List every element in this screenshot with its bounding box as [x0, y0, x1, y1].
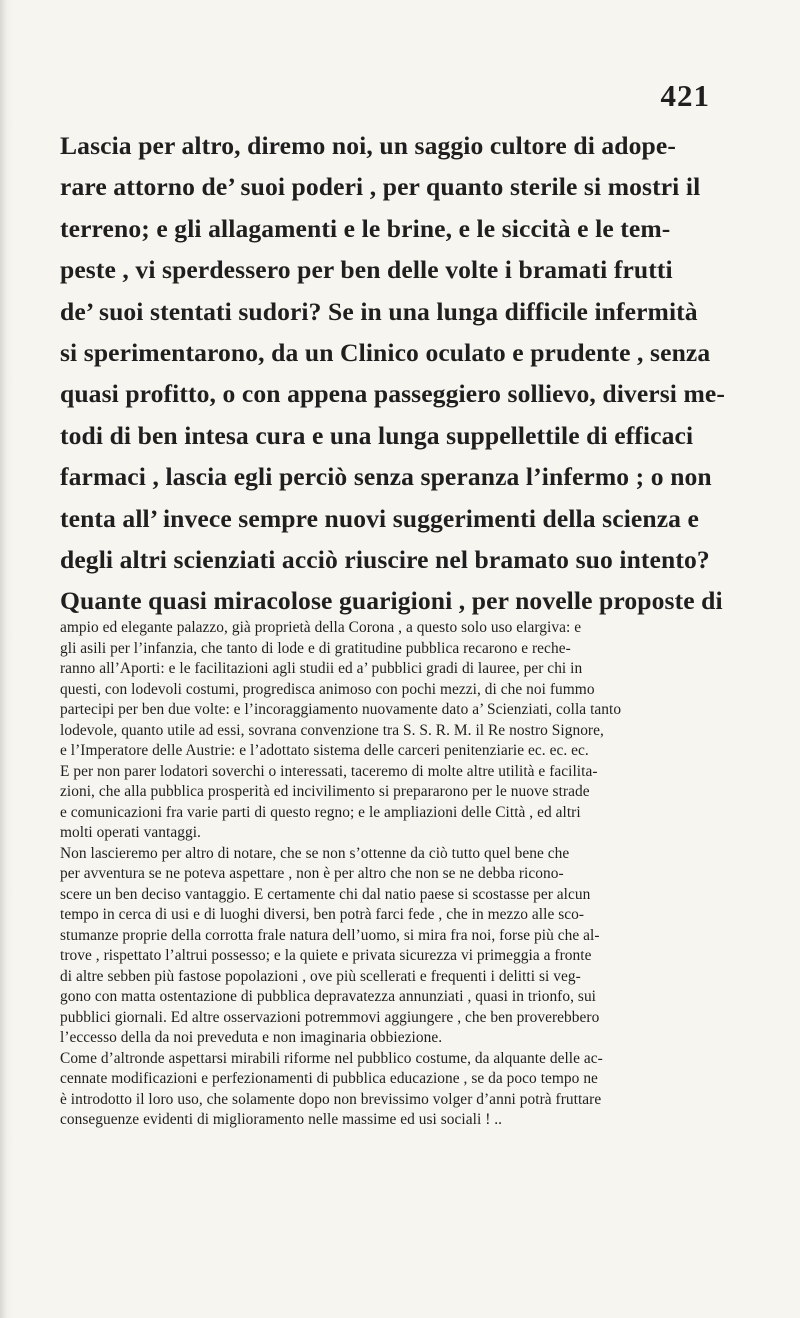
- footnote-line: e comunicazioni fra varie parti di questo regno; e le ampliazioni delle Città , ed altri: [60, 803, 581, 821]
- footnote-line: stumanze proprie della corrotta frale natura dell’uomo, si mira fra noi, forse più che al-: [60, 926, 600, 944]
- main-text-line: rare attorno de’ suoi poderi , per quanto sterile si mostri il: [60, 172, 701, 202]
- footnote-line: scere un ben deciso vantaggio. E certamente chi dal natio paese si scostasse per alcun: [60, 885, 591, 903]
- main-text-line: si sperimentarono, da un Clinico oculato e prudente , senza: [60, 338, 711, 368]
- footnote-line: Non lascieremo per altro di notare, che se non s’ottenne da ciò tutto quel bene che: [60, 844, 570, 862]
- main-text-line: de’ suoi stentati sudori? Se in una lunga difficile infermità: [60, 296, 698, 326]
- footnote-line: E per non parer lodatori soverchi o interessati, taceremo di molte altre utilità e facilita-: [60, 762, 598, 780]
- footnote-line: ranno all’Aporti: e le facilitazioni agli studii ed a’ pubblici gradi di lauree, per chi in: [60, 660, 583, 677]
- main-text-line: quasi profitto, o con appena passeggiero sollievo, diversi me-: [60, 379, 726, 409]
- footnote-line: trove , rispettato l’altrui possesso; e la quiete e privata sicurezza vi primeggia a fronte: [60, 947, 592, 964]
- main-text-line: Lascia per altro, diremo noi, un saggio cultore di adope-: [60, 131, 676, 160]
- footnote-line: partecipi per ben due volte: e l’incoraggiamento nuovamente dato a’ Scienziati, colla tanto: [60, 701, 622, 718]
- footnote-line: lodevole, quanto utile ad essi, sovrana convenzione tra S. S. R. M. il Re nostro Signore,: [60, 721, 604, 739]
- footnote-line: di altre sebben più fastose popolazioni , ove più scellerati e frequenti i delitti si veg-: [60, 967, 581, 985]
- footnote-line: pubblici giornali. Ed altre osservazioni potremmovi aggiungere , che ben proverebbero: [60, 1008, 600, 1026]
- footnote-block: [60, 618, 746, 1131]
- footnote-line: cennate modificazioni e perfezionamenti di pubblica educazione , se da poco tempo ne: [60, 1070, 598, 1087]
- footnote-line: per avventura se ne poteva aspettare , non è per altro che non se ne debba ricono-: [60, 865, 564, 882]
- footnote-line: molti operati vantaggi.: [60, 824, 201, 841]
- footnote-line: gono con matta ostentazione di pubblica depravatezza annunziati , quasi in trionfo, sui: [60, 988, 597, 1005]
- main-text-line: tenta all’ invece sempre nuovi suggerimenti della scienza e: [60, 503, 700, 533]
- main-text-line: terreno; e gli allagamenti e le brine, e le siccità e le tem-: [60, 213, 671, 243]
- main-text-line: degli altri scienziati acciò riuscire nel bramato suo intento?: [60, 545, 710, 575]
- footnote-line: zioni, che alla pubblica prosperità ed incivilimento si prepararono per le nuove strade: [60, 783, 590, 800]
- footnote-line: conseguenze evidenti di miglioramento nelle massime ed usi sociali ! ..: [60, 1111, 503, 1128]
- main-paragraph: [60, 125, 746, 622]
- footnote-line: Come d’altronde aspettarsi mirabili riforme nel pubblico costume, da alquante delle ac-: [60, 1049, 603, 1067]
- footnote-line: e l’Imperatore delle Austrie: e l’adottato sistema delle carceri penitenziarie ec. ec. ec.: [60, 742, 589, 759]
- main-text-line: Quante quasi miracolose guarigioni , per novelle proposte di: [60, 586, 723, 616]
- page-edge-shadow: [0, 0, 14, 1318]
- main-text-line: farmaci , lascia egli perciò senza speranza l’infermo ; o non: [60, 462, 712, 492]
- main-text-line: peste , vi sperdessero per ben delle volte i bramati frutti: [60, 255, 673, 285]
- footnote-line: ampio ed elegante palazzo, già proprietà della Corona , a questo solo uso elargiva: e: [60, 619, 582, 636]
- footnote-line: gli asili per l’infanzia, che tanto di lode e di gratitudine pubblica recarono e reche-: [60, 639, 571, 657]
- footnote-line: questi, con lodevoli costumi, progredisca animoso con pochi mezzi, di che noi fummo: [60, 680, 595, 698]
- footnote-line: tempo in cerca di usi e di luoghi diversi, ben potrà farci fede , che in mezzo alle sco-: [60, 906, 585, 923]
- footnote-line: l’eccesso della da noi preveduta e non imaginaria obbiezione.: [60, 1029, 443, 1046]
- footnote-line: è introdotto il loro uso, che solamente dopo non brevissimo volger d’anni potrà fruttare: [60, 1090, 602, 1108]
- page-number: 421: [660, 78, 710, 113]
- main-text-line: todi di ben intesa cura e una lunga suppellettile di efficaci: [60, 420, 694, 450]
